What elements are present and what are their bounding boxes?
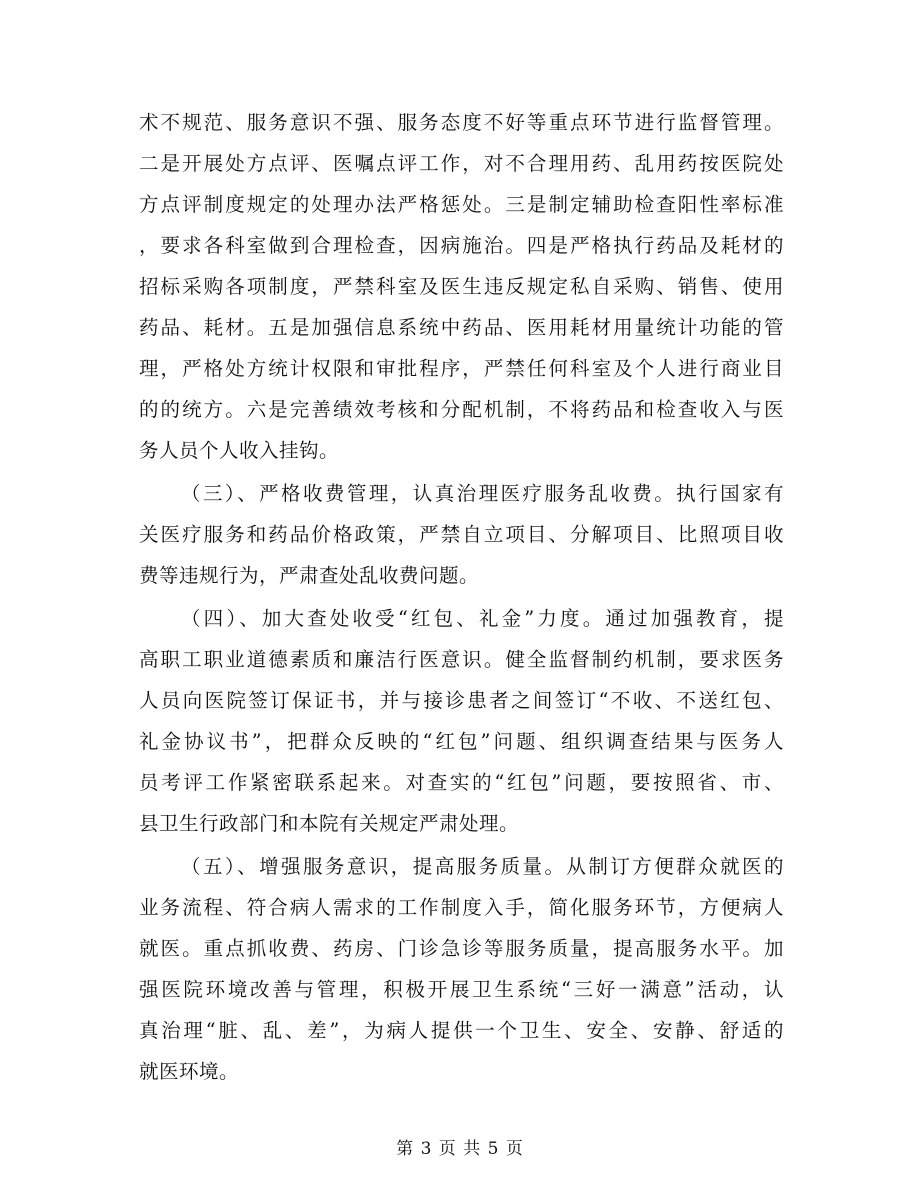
- text-line: 人员向医院签订保证书，并与接诊患者之间签订“不收、不送红包、: [139, 689, 784, 712]
- text-line: 就医环境。: [139, 1060, 240, 1083]
- text-line: （四）、加大查处收受“红包、礼金”力度。通过加强教育，提: [181, 607, 784, 630]
- text-line: 就医。重点抓收费、药房、门诊急诊等服务质量，提高服务水平。加: [139, 937, 784, 960]
- text-line: 方点评制度规定的处理办法严格惩处。三是制定辅助检查阳性率标准: [139, 193, 784, 216]
- text-line: （五）、增强服务意识，提高服务质量。从制订方便群众就医的: [181, 855, 784, 878]
- text-line: 术不规范、服务意识不强、服务态度不好等重点环节进行监督管理。: [139, 111, 784, 134]
- text-line: ，要求各科室做到合理检查，因病施治。四是严格执行药品及耗材的: [139, 234, 784, 257]
- text-line: 费等违规行为，严肃查处乱收费问题。: [139, 564, 480, 587]
- text-line: 的的统方。六是完善绩效考核和分配机制，不将药品和检查收入与医: [139, 398, 784, 421]
- text-line: 业务流程、符合病人需求的工作制度入手，简化服务环节，方便病人: [139, 896, 784, 919]
- text-line: 二是开展处方点评、医嘱点评工作，对不合理用药、乱用药按医院处: [139, 152, 784, 175]
- text-line: 县卫生行政部门和本院有关规定严肃处理。: [139, 812, 520, 835]
- text-line: 员考评工作紧密联系起来。对查实的“红包”问题，要按照省、市、: [139, 771, 784, 794]
- text-line: 理，严格处方统计权限和审批程序，严禁任何科室及个人进行商业目: [139, 357, 784, 380]
- text-line: （三）、严格收费管理，认真治理医疗服务乱收费。执行国家有: [181, 482, 784, 505]
- text-line: 真治理“脏、乱、差”，为病人提供一个卫生、安全、安静、舒适的: [139, 1019, 784, 1042]
- page-number-footer: 第 3 页 共 5 页: [396, 1139, 524, 1159]
- text-line: 关医疗服务和药品价格政策，严禁自立项目、分解项目、比照项目收: [139, 523, 784, 546]
- text-line: 礼金协议书”，把群众反映的“红包”问题、组织调查结果与医务人: [139, 730, 784, 753]
- text-line: 招标采购各项制度，严禁科室及医生违反规定私自采购、销售、使用: [139, 275, 784, 298]
- text-line: 药品、耗材。五是加强信息系统中药品、医用耗材用量统计功能的管: [139, 316, 784, 339]
- text-line: 务人员个人收入挂钩。: [139, 439, 340, 462]
- text-line: 高职工职业道德素质和廉洁行医意识。健全监督制约机制，要求医务: [139, 648, 784, 671]
- text-line: 强医院环境改善与管理，积极开展卫生系统“三好一满意”活动，认: [139, 978, 784, 1001]
